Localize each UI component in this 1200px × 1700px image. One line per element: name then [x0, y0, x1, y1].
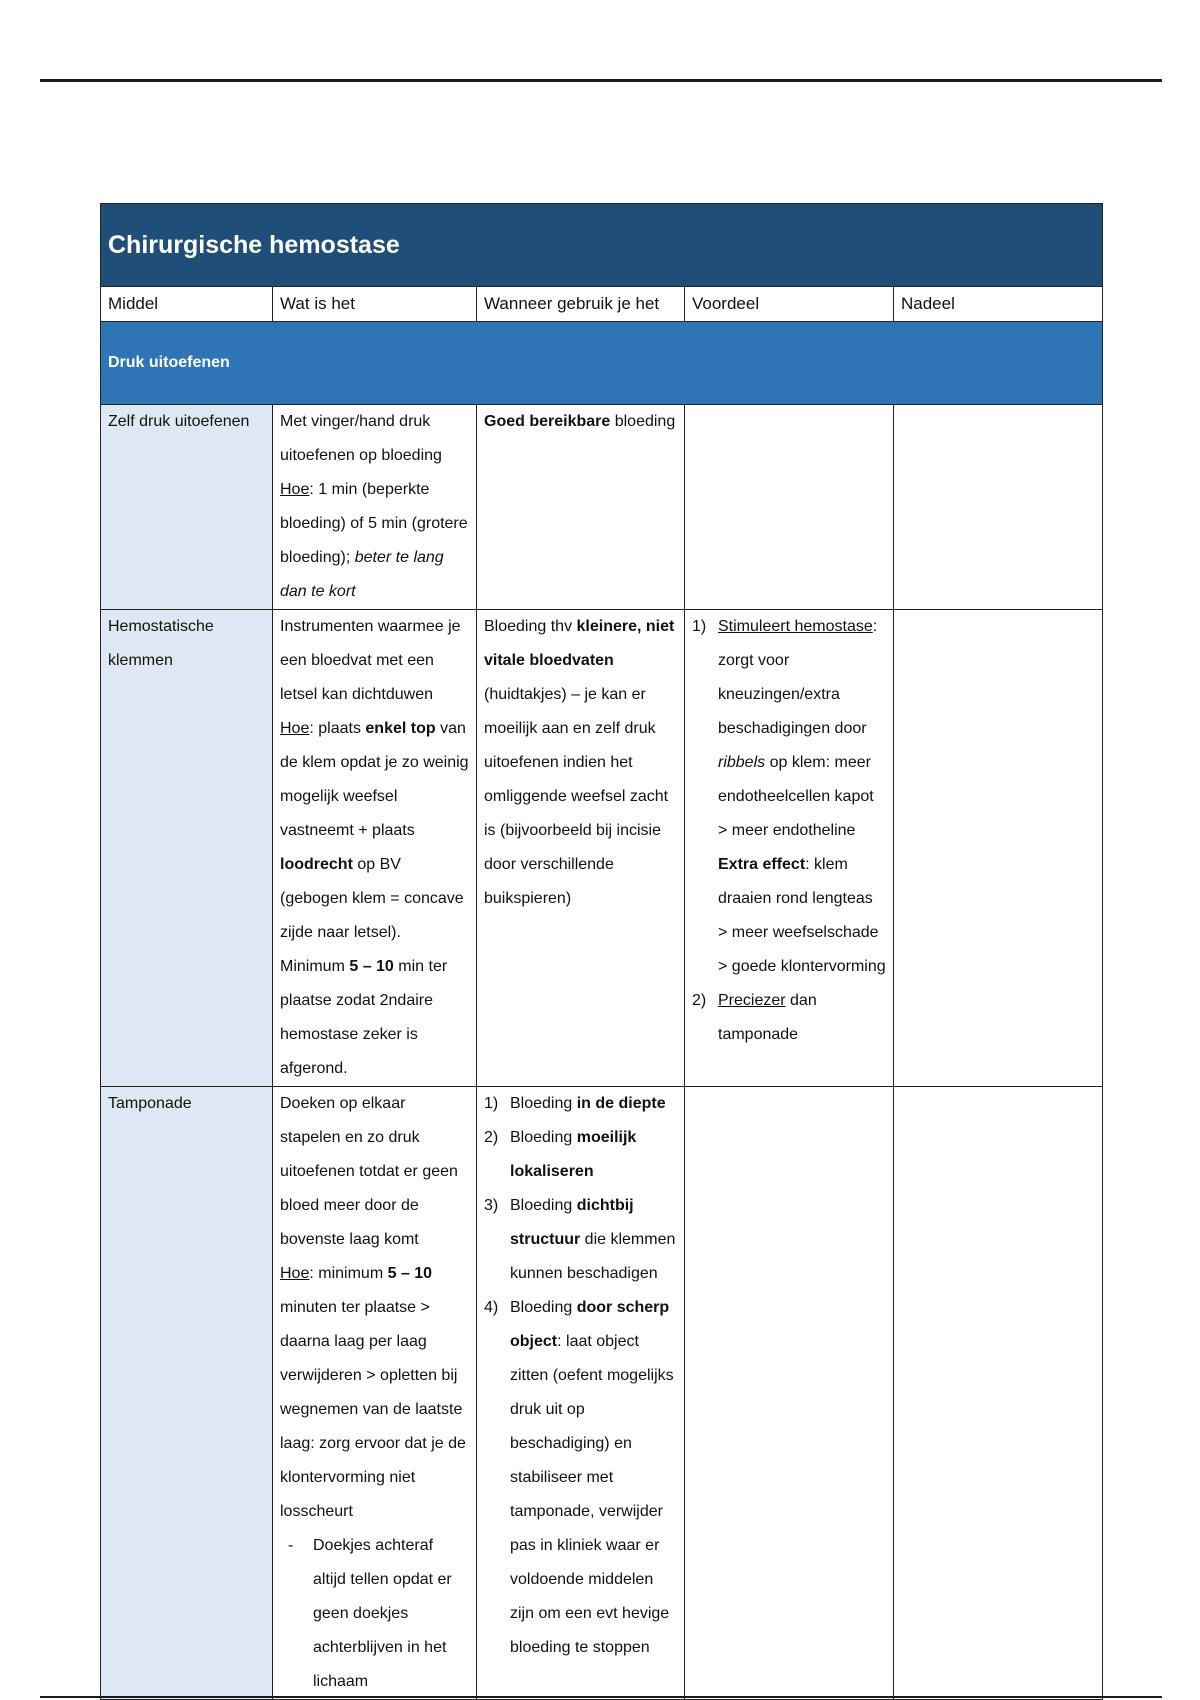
list-item [484, 1291, 677, 1665]
cell-bold: Extra effect [718, 856, 806, 873]
header-rule [40, 79, 1162, 82]
cell-voordeel [685, 610, 894, 1087]
list-item [692, 984, 886, 1052]
cell-text: bloeding [610, 413, 676, 430]
cell-text: Instrumenten waarmee je een bloedvat met een letsel kan dichtduwen [280, 618, 461, 703]
list-item [484, 1189, 677, 1291]
table-row [101, 1087, 1103, 1700]
table-row [101, 610, 1103, 1087]
cell-bold: 5 – 10 [387, 1265, 433, 1282]
cell-nadeel [894, 1087, 1103, 1700]
table-title: Chirurgische hemostase [101, 204, 1103, 287]
cell-text: : laat object zitten (oefent mogelijks druk uit op beschadiging) en stabiliseer met tamponade, verwijder pas in kliniek waar er voldoende middelen zijn om een evt hevige bloeding te stoppen [510, 1333, 674, 1656]
cell-voordeel [685, 1087, 894, 1700]
row-label-klemmen: Hemostatische klemmen [101, 610, 273, 1087]
cell-text: (huidtakjes) – je kan er moeilijk aan en zelf druk uitoefenen indien het omliggende weefsel zacht is (bijvoorbeeld bij incisie door verschillende buikspieren) [484, 686, 669, 907]
cell-text: beter te lang dan te kort [280, 549, 444, 600]
section-heading: Druk uitoefenen [101, 322, 1103, 405]
row-label-zelf-druk: Zelf druk uitoefenen [101, 405, 273, 610]
column-header-row [101, 287, 1103, 322]
cell-text: min ter plaatse zodat 2ndaire hemostase zeker is afgerond. [280, 958, 448, 1077]
col-header-wanneer: Wanneer gebruik je het [477, 287, 685, 322]
cell-text: Bloeding thv [484, 618, 577, 635]
col-header-middel: Middel [101, 287, 273, 322]
cell-bold: in de diepte [576, 1095, 666, 1112]
cell-bold: moeilijk lokaliseren [510, 1129, 637, 1180]
list-number: 1) [484, 1095, 499, 1112]
table-row [101, 405, 1103, 610]
cell-nadeel [894, 610, 1103, 1087]
list-item [484, 1121, 677, 1189]
cell-underline: Stimuleert hemostase [718, 618, 873, 635]
cell-text: Doeken op elkaar stapelen en zo druk uitoefenen totdat er geen bloed meer door de bovenste laag komt [280, 1095, 458, 1248]
cell-underline: Preciezer [718, 992, 786, 1009]
cell-text: op klem: meer endotheelcellen kapot > meer endotheline [718, 754, 874, 839]
list-number: 1) [692, 618, 707, 635]
cell-wat [273, 610, 477, 1087]
cell-italic: ribbels [718, 754, 766, 771]
cell-text: : minimum [309, 1265, 388, 1282]
list-number: 2) [484, 1129, 499, 1146]
cell-bold: loodrecht [280, 856, 353, 873]
cell-wat [273, 405, 477, 610]
bullet-item [280, 1529, 469, 1699]
cell-wanneer [477, 1087, 685, 1700]
cell-text: : 1 min (beperkte bloeding) of 5 min (grotere bloeding); [280, 481, 468, 566]
cell-bold: kleinere, niet vitale bloedvaten [484, 618, 675, 669]
hoe-label: Hoe [280, 1265, 310, 1282]
row-label-tamponade: Tamponade [101, 1087, 273, 1700]
cell-text: : plaats [309, 720, 366, 737]
hoe-label: Hoe [280, 720, 310, 737]
cell-text: op BV (gebogen klem = concave zijde naar letsel). Minimum [280, 856, 464, 975]
cell-bold: Goed bereikbare [484, 413, 611, 430]
cell-voordeel [685, 405, 894, 610]
cell-bold: door scherp object [510, 1299, 670, 1350]
hoe-label: Hoe [280, 481, 310, 498]
cell-wanneer [477, 405, 685, 610]
col-header-voordeel: Voordeel [685, 287, 894, 322]
list-item [484, 1087, 677, 1121]
cell-wanneer [477, 610, 685, 1087]
cell-nadeel [894, 405, 1103, 610]
cell-text: dan tamponade [718, 992, 817, 1043]
cell-text: Doekjes achteraf altijd tellen opdat er geen doekjes achterblijven in het lichaam [313, 1537, 452, 1690]
footer-rule [40, 1696, 1162, 1698]
cell-wat [273, 1087, 477, 1700]
cell-bold: 5 – 10 [349, 958, 394, 975]
cell-text: Bloeding [510, 1299, 577, 1316]
cell-text: minuten ter plaatse > daarna laag per laag verwijderen > opletten bij wegnemen van de laatste laag: zorg ervoor dat je de klontervorming niet losscheurt [280, 1299, 466, 1520]
cell-text: Bloeding [510, 1197, 577, 1214]
cell-bold: enkel top [365, 720, 436, 737]
hemostase-table [100, 203, 1103, 1700]
bullet-dash: - [288, 1537, 294, 1554]
cell-text: van de klem opdat je zo weinig mogelijk weefsel vastneemt + plaats [280, 720, 469, 839]
cell-text: die klemmen kunnen beschadigen [510, 1231, 676, 1282]
cell-text: : klem draaien rond lengteas > meer weefselschade > goede klontervorming [718, 856, 886, 975]
col-header-nadeel: Nadeel [894, 287, 1103, 322]
cell-bold: dichtbij structuur [510, 1197, 634, 1248]
list-number: 2) [692, 992, 707, 1009]
cell-text: Bloeding [510, 1129, 577, 1146]
cell-text: Bloeding [510, 1095, 577, 1112]
cell-text: : zorgt voor kneuzingen/extra beschadigingen door [718, 618, 878, 737]
list-item [692, 610, 886, 984]
list-number: 3) [484, 1197, 499, 1214]
list-number: 4) [484, 1299, 499, 1316]
cell-text: Met vinger/hand druk uitoefenen op bloeding [280, 413, 442, 464]
col-header-wat: Wat is het [273, 287, 477, 322]
